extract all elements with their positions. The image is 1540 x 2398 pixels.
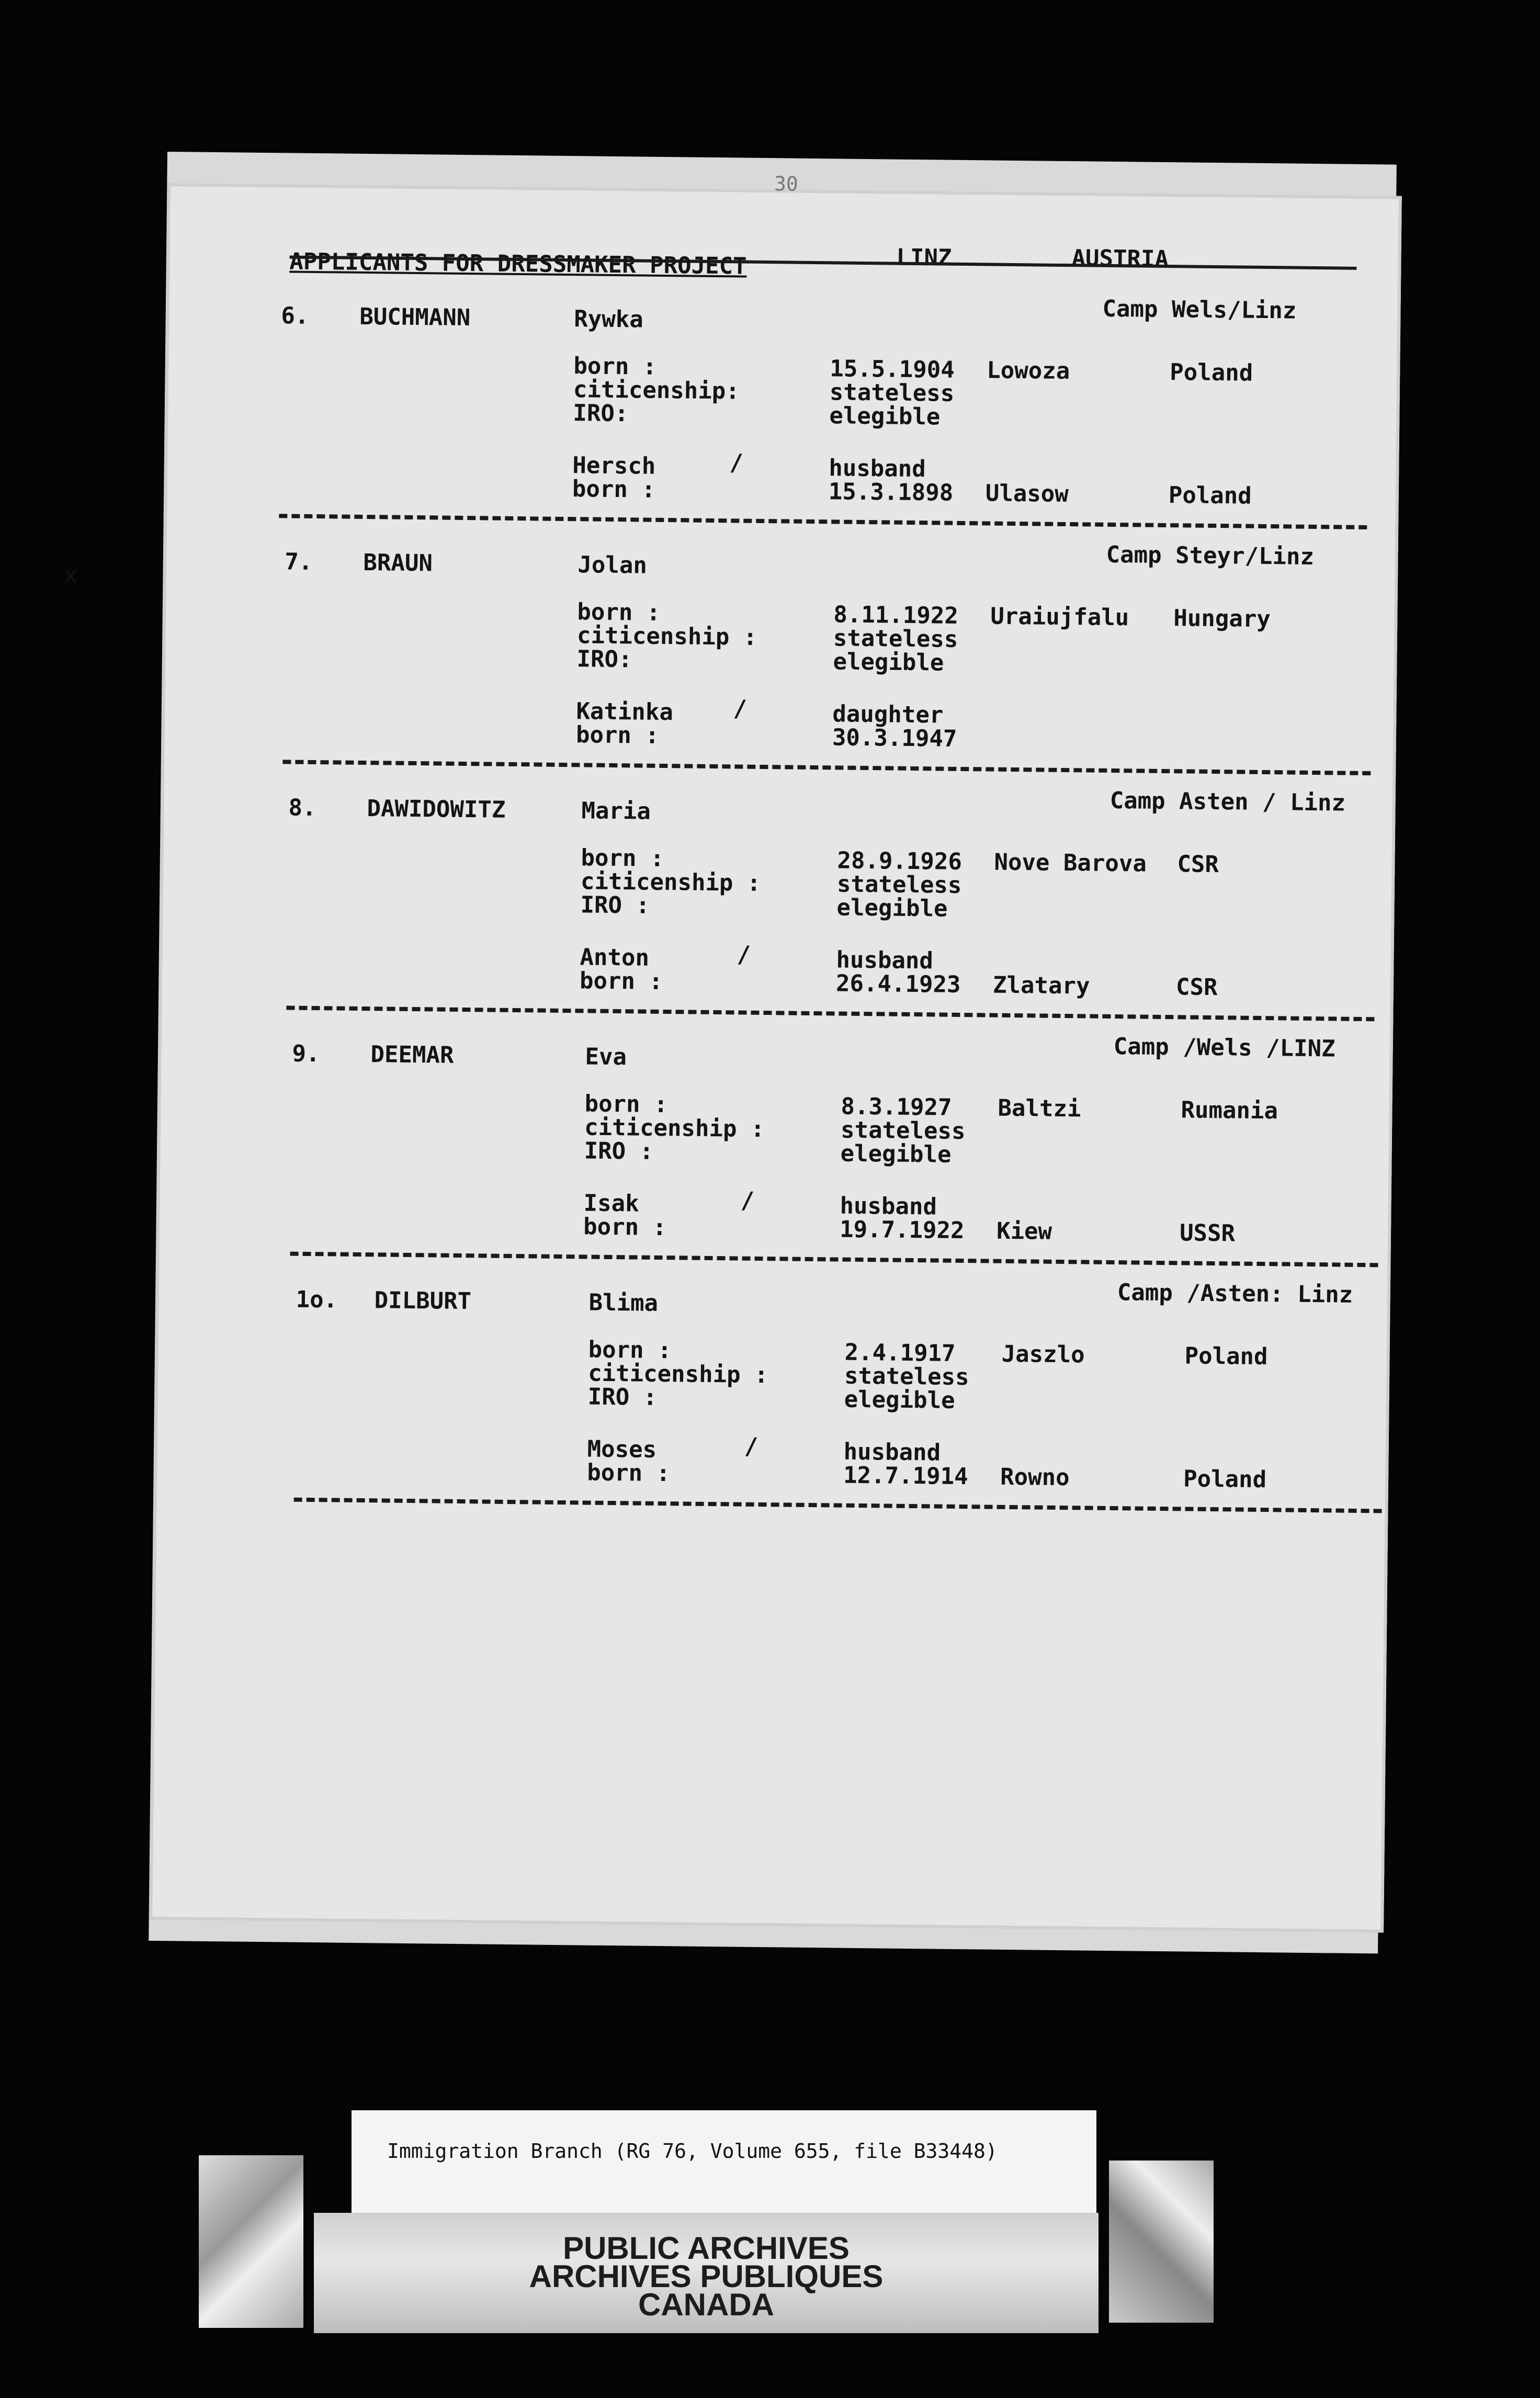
surname: BUCHMANN [359,303,471,332]
given-name: Blima [588,1289,659,1317]
entry-separator [294,1498,1382,1513]
archive-stamp-line1: PUBLIC ARCHIVES [563,2231,850,2266]
relative-birth-date: 12.7.1914 [843,1462,968,1490]
citizenship-label: citicenship: [573,376,740,405]
relative-birth-country: Poland [1183,1465,1267,1494]
birth-country: CSR [1177,851,1219,878]
relative-type: husband [829,455,926,483]
iro-label: IRO : [580,891,650,919]
birth-date: 28.9.1926 [837,847,962,875]
relative-born-label: born : [579,967,663,995]
birth-place: Uraiujfalu [990,603,1129,631]
document-title: APPLICANTS FOR DRESSMAKER PROJECT [289,248,747,280]
birth-date: 2.4.1917 [844,1339,956,1367]
entry-number: 7. [285,548,313,575]
archive-stamp-line2: ARCHIVES PUBLIQUES [529,2259,884,2294]
entry-separator [286,1005,1374,1021]
entry-number: 6. [281,302,309,330]
iro-label: IRO: [576,646,632,673]
citizenship-label: citicenship : [584,1114,765,1143]
birth-place: Nove Barova [994,849,1147,877]
citizenship-label: citicenship : [576,622,757,651]
entry-number: 9. [292,1040,320,1068]
torn-paper-right [1109,2161,1214,2323]
relative-birth-place: Zlatary [992,971,1090,1000]
born-label: born : [577,598,661,626]
relative-birth-date: 15.3.1898 [828,478,954,506]
birth-country: Poland [1184,1342,1268,1371]
citizenship-label: citicenship : [587,1360,768,1389]
born-label: born : [588,1336,672,1364]
iro-value: elegible [833,648,944,676]
given-name: Rywka [574,306,644,333]
birth-country: Hungary [1173,605,1271,633]
surname: DILBURT [374,1287,472,1315]
relative-slash: / [740,1187,755,1214]
iro-value: elegible [840,1140,952,1168]
given-name: Eva [585,1043,627,1071]
camp: Camp /Asten: Linz [1117,1279,1353,1308]
relative-birth-date: 26.4.1923 [835,970,961,998]
relative-born-label: born : [575,721,660,749]
relative-born-label: born : [583,1213,667,1241]
citizenship-value: stateless [833,625,958,653]
camp: Camp Wels/Linz [1102,295,1297,324]
relative-name: Katinka [576,698,674,726]
relative-type: husband [836,946,934,975]
given-name: Jolan [578,551,648,579]
iro-value: elegible [844,1386,955,1414]
margin-mark: x [63,561,78,589]
surname: DAWIDOWITZ [367,795,506,823]
birth-place: Jaszlo [1001,1340,1085,1368]
entry-separator [290,1252,1378,1268]
born-label: born : [573,353,657,380]
birth-date: 8.11.1922 [833,601,959,629]
birth-country: Poland [1170,359,1253,387]
relative-name: Isak [583,1190,639,1217]
relative-birth-date: 19.7.1922 [839,1216,965,1245]
relative-slash: / [744,1433,758,1460]
header-country: AUSTRIA [1071,245,1169,273]
entry-separator [282,760,1371,775]
relative-name: Anton [580,944,650,971]
relative-slash: / [729,449,744,477]
camp: Camp Asten / Linz [1109,787,1346,817]
relative-type: husband [840,1192,937,1220]
iro-value: elegible [829,402,941,431]
relative-type: daughter [832,700,944,729]
born-label: born : [584,1090,668,1118]
document-page [63,172,1402,1933]
torn-paper-left [199,2155,303,2328]
surname: DEEMAR [370,1041,454,1069]
header-city: LINZ [896,244,952,272]
relative-born-label: born : [586,1459,671,1487]
relative-birth-country: CSR [1175,974,1218,1001]
iro-value: elegible [836,894,948,922]
archive-stamp-line3: CANADA [638,2287,774,2322]
camp: Camp Steyr/Linz [1106,541,1315,570]
relative-name: Moses [587,1435,657,1463]
relative-slash: / [733,695,748,722]
entry-number: 8. [288,794,316,822]
citizenship-value: stateless [836,870,962,899]
archive-label-text: Immigration Branch (RG 76, Volume 655, file B33448) [387,2140,998,2163]
citizenship-value: stateless [844,1362,969,1391]
birth-country: Rumania [1181,1096,1278,1125]
born-label: born : [581,844,664,873]
relative-birth-place: Kiew [996,1217,1052,1245]
iro-label: IRO : [584,1137,654,1165]
relative-type: husband [843,1438,941,1466]
citizenship-label: citicenship : [580,868,761,897]
given-name: Maria [581,797,651,825]
relative-slash: / [737,941,751,968]
page-mark: 30 [774,172,799,196]
camp: Camp /Wels /LINZ [1113,1033,1335,1062]
citizenship-value: stateless [840,1116,966,1145]
surname: BRAUN [363,549,433,577]
birth-date: 8.3.1927 [841,1093,952,1121]
relative-birth-date: 30.3.1947 [832,724,957,752]
relative-name: Hersch [572,452,656,480]
birth-date: 15.5.1904 [830,355,955,383]
relative-born-label: born : [572,476,656,503]
iro-label: IRO : [587,1383,658,1411]
relative-birth-country: Poland [1168,482,1252,510]
entry-separator [279,514,1367,529]
relative-birth-place: Rowno [1000,1463,1070,1491]
entry-number: 1o. [296,1286,338,1314]
relative-birth-place: Ulasow [985,480,1069,508]
iro-label: IRO: [573,400,629,427]
relative-birth-country: USSR [1179,1219,1236,1247]
birth-place: Baltzi [998,1094,1081,1123]
birth-place: Lowoza [987,357,1070,385]
citizenship-value: stateless [829,379,955,407]
